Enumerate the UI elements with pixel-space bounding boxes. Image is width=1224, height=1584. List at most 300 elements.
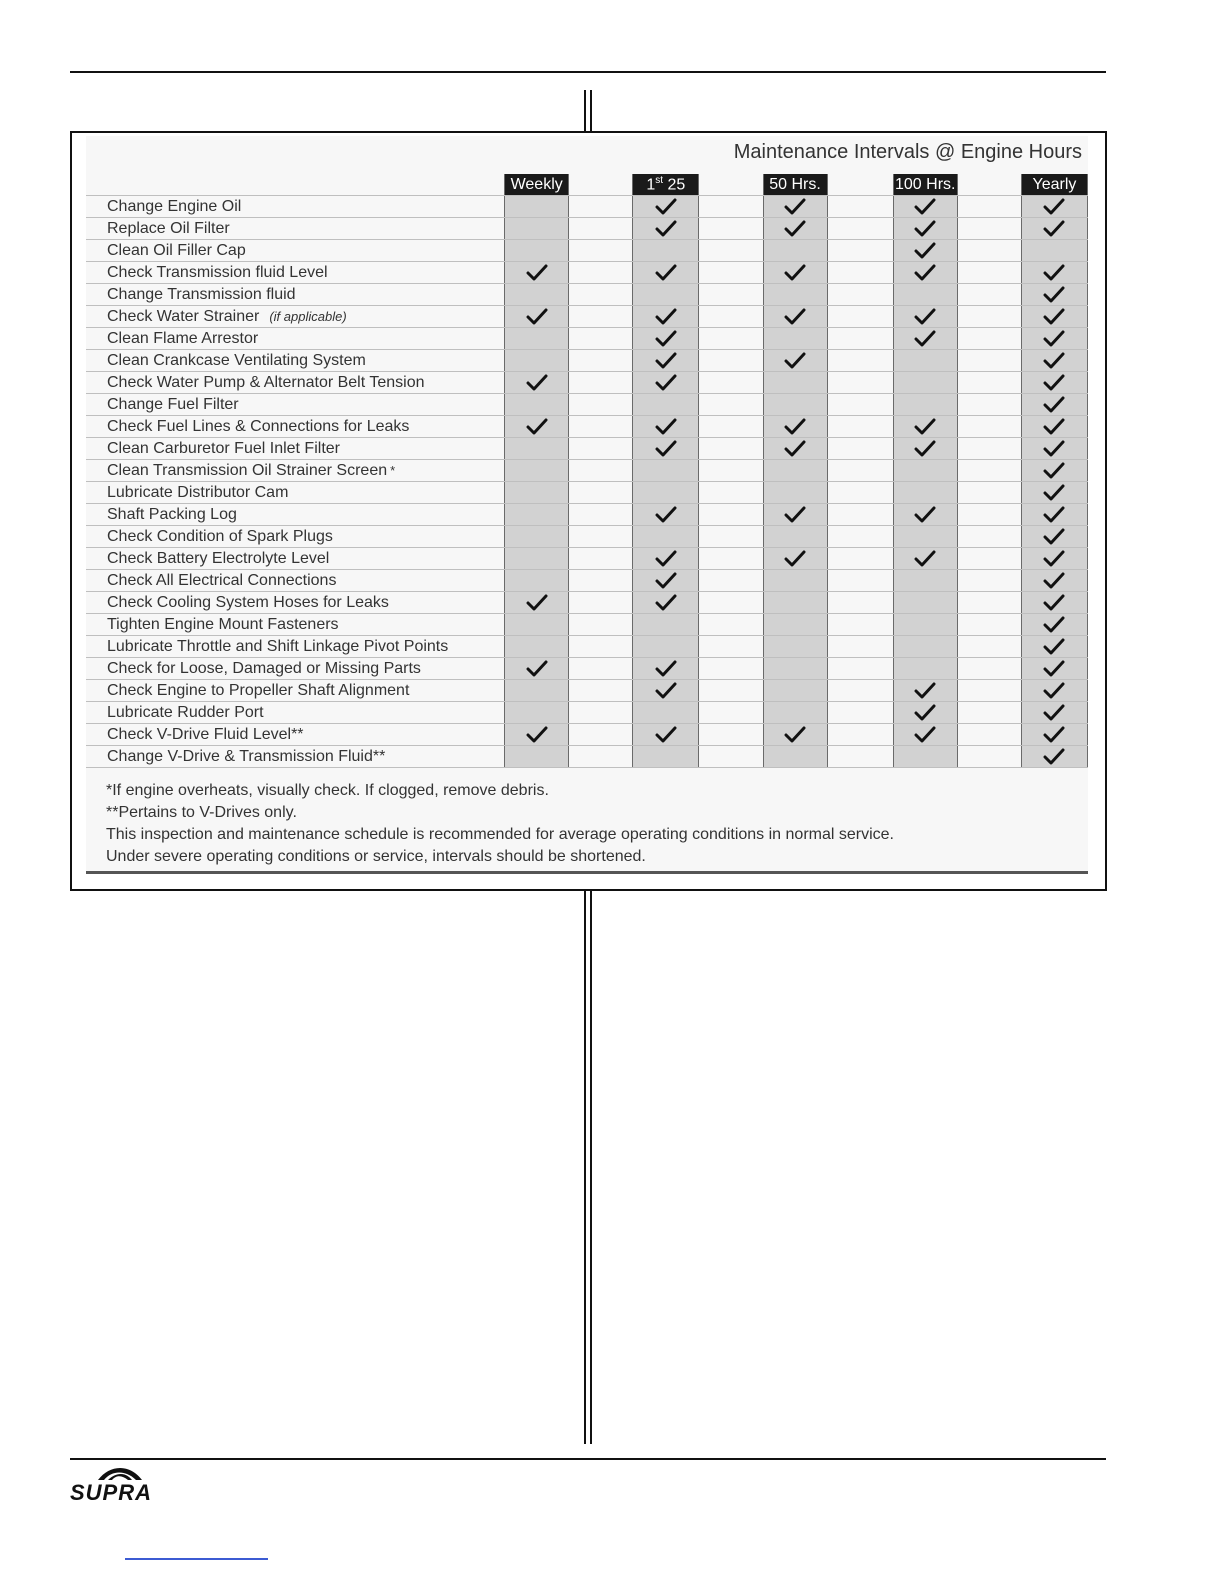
interval-cell-h50 xyxy=(763,592,827,614)
footnote: **Pertains to V-Drives only. xyxy=(106,804,297,821)
interval-cell-first25 xyxy=(633,614,699,636)
task-label: Replace Oil Filter xyxy=(86,218,505,240)
interval-cell-weekly xyxy=(505,196,569,218)
check-icon xyxy=(655,593,677,611)
table-row xyxy=(86,592,1088,614)
spacer-cell xyxy=(569,658,633,680)
table-row xyxy=(86,240,1088,262)
check-icon xyxy=(655,417,677,435)
interval-cell-yearly xyxy=(1021,284,1087,306)
interval-cell-first25 xyxy=(633,460,699,482)
table-row xyxy=(86,482,1088,504)
check-icon xyxy=(784,197,806,215)
task-label: Clean Oil Filler Cap xyxy=(86,240,505,262)
check-icon xyxy=(655,725,677,743)
interval-cell-weekly xyxy=(505,658,569,680)
spacer-cell xyxy=(827,350,893,372)
interval-cell-h100 xyxy=(893,504,957,526)
table-row xyxy=(86,196,1088,218)
table-row xyxy=(86,702,1088,724)
spacer-cell xyxy=(699,284,763,306)
spacer-cell xyxy=(569,240,633,262)
spacer-cell xyxy=(699,702,763,724)
interval-cell-first25 xyxy=(633,350,699,372)
check-icon xyxy=(784,725,806,743)
interval-cell-yearly xyxy=(1021,460,1087,482)
spacer-cell xyxy=(957,526,1021,548)
footnote: Under severe operating conditions or service, intervals should be shortened. xyxy=(106,848,646,865)
check-icon xyxy=(914,197,936,215)
check-icon xyxy=(655,681,677,699)
maintenance-schedule-sheet xyxy=(86,136,1088,874)
spacer-cell xyxy=(569,460,633,482)
spacer-cell xyxy=(957,306,1021,328)
interval-cell-h100 xyxy=(893,724,957,746)
interval-cell-h100 xyxy=(893,438,957,460)
spacer-cell xyxy=(957,614,1021,636)
spacer-cell xyxy=(957,570,1021,592)
table-row xyxy=(86,262,1088,284)
spacer-cell xyxy=(827,438,893,460)
interval-cell-weekly xyxy=(505,218,569,240)
interval-cell-h100 xyxy=(893,262,957,284)
spacer-cell xyxy=(569,504,633,526)
task-label: Clean Carburetor Fuel Inlet Filter xyxy=(86,438,505,460)
table-row xyxy=(86,504,1088,526)
interval-cell-h50 xyxy=(763,548,827,570)
spacer-cell xyxy=(699,394,763,416)
task-label: Check All Electrical Connections xyxy=(86,570,505,592)
interval-cell-yearly xyxy=(1021,328,1087,350)
interval-cell-weekly xyxy=(505,592,569,614)
spacer-cell xyxy=(827,504,893,526)
interval-cell-h50 xyxy=(763,284,827,306)
interval-cell-h50 xyxy=(763,306,827,328)
interval-cell-yearly xyxy=(1021,702,1087,724)
spacer-cell xyxy=(957,636,1021,658)
check-icon xyxy=(526,417,548,435)
check-icon xyxy=(655,351,677,369)
interval-cell-h50 xyxy=(763,438,827,460)
interval-cell-first25 xyxy=(633,526,699,548)
table-row xyxy=(86,306,1088,328)
interval-cell-weekly xyxy=(505,570,569,592)
interval-cell-h100 xyxy=(893,592,957,614)
table-title: Maintenance Intervals @ Engine Hours xyxy=(733,141,1082,163)
interval-cell-first25 xyxy=(633,504,699,526)
check-icon xyxy=(526,373,548,391)
spacer-cell xyxy=(827,592,893,614)
spacer-cell xyxy=(569,372,633,394)
interval-cell-h50 xyxy=(763,504,827,526)
interval-cell-first25 xyxy=(633,196,699,218)
interval-cell-first25 xyxy=(633,658,699,680)
interval-cell-h50 xyxy=(763,702,827,724)
interval-cell-h100 xyxy=(893,614,957,636)
interval-cell-yearly xyxy=(1021,526,1087,548)
check-icon xyxy=(1043,681,1065,699)
spacer-cell xyxy=(827,548,893,570)
interval-cell-weekly xyxy=(505,394,569,416)
table-header-row xyxy=(86,174,1088,196)
interval-cell-weekly xyxy=(505,328,569,350)
spacer-cell xyxy=(827,460,893,482)
interval-cell-weekly xyxy=(505,614,569,636)
spacer-cell xyxy=(827,240,893,262)
spacer-cell xyxy=(957,438,1021,460)
spacer-cell xyxy=(569,548,633,570)
interval-cell-yearly xyxy=(1021,482,1087,504)
check-icon xyxy=(1043,439,1065,457)
spacer-cell xyxy=(699,196,763,218)
spacer-cell xyxy=(827,526,893,548)
interval-cell-weekly xyxy=(505,438,569,460)
check-icon xyxy=(914,263,936,281)
check-icon xyxy=(784,263,806,281)
spacer-cell xyxy=(957,702,1021,724)
table-row xyxy=(86,746,1088,768)
interval-cell-h100 xyxy=(893,416,957,438)
interval-cell-h50 xyxy=(763,262,827,284)
interval-cell-first25 xyxy=(633,570,699,592)
interval-cell-h100 xyxy=(893,372,957,394)
check-icon xyxy=(784,351,806,369)
interval-cell-yearly xyxy=(1021,570,1087,592)
interval-cell-weekly xyxy=(505,702,569,724)
spacer-cell xyxy=(827,328,893,350)
interval-cell-weekly xyxy=(505,482,569,504)
table-row xyxy=(86,394,1088,416)
footnotes xyxy=(106,780,1078,868)
spacer-cell xyxy=(957,394,1021,416)
spacer-cell xyxy=(957,680,1021,702)
interval-cell-yearly xyxy=(1021,262,1087,284)
interval-cell-first25 xyxy=(633,284,699,306)
task-label: Lubricate Rudder Port xyxy=(86,702,505,724)
check-icon xyxy=(1043,307,1065,325)
check-icon xyxy=(1043,659,1065,677)
spacer-cell xyxy=(699,592,763,614)
task-label: Change Transmission fluid xyxy=(86,284,505,306)
spacer-cell xyxy=(957,218,1021,240)
spacer-cell xyxy=(699,570,763,592)
interval-cell-h50 xyxy=(763,658,827,680)
spacer-cell xyxy=(827,372,893,394)
task-label: Clean Crankcase Ventilating System xyxy=(86,350,505,372)
spacer-cell xyxy=(699,482,763,504)
interval-cell-first25 xyxy=(633,680,699,702)
task-label: Check Water Strainer (if applicable) xyxy=(86,306,505,328)
spacer-cell xyxy=(699,636,763,658)
check-icon xyxy=(526,593,548,611)
check-icon xyxy=(1043,593,1065,611)
interval-cell-h50 xyxy=(763,724,827,746)
interval-cell-first25 xyxy=(633,306,699,328)
interval-cell-weekly xyxy=(505,526,569,548)
spacer-cell xyxy=(569,196,633,218)
table-row xyxy=(86,328,1088,350)
footer-link-underline[interactable] xyxy=(125,1558,268,1560)
interval-cell-weekly xyxy=(505,746,569,768)
task-label: Check for Loose, Damaged or Missing Parts xyxy=(86,658,505,680)
column-header-first-25: 1st 25 xyxy=(633,174,699,196)
spacer-cell xyxy=(827,196,893,218)
spacer-cell xyxy=(827,724,893,746)
spacer-cell xyxy=(699,350,763,372)
spacer-cell xyxy=(569,218,633,240)
interval-cell-yearly xyxy=(1021,724,1087,746)
task-label: Change V-Drive & Transmission Fluid** xyxy=(86,746,505,768)
interval-cell-weekly xyxy=(505,240,569,262)
check-icon xyxy=(914,241,936,259)
spacer-cell xyxy=(957,504,1021,526)
spacer-cell xyxy=(569,570,633,592)
interval-cell-h100 xyxy=(893,702,957,724)
check-icon xyxy=(1043,747,1065,765)
spacer-cell xyxy=(957,372,1021,394)
interval-cell-first25 xyxy=(633,482,699,504)
spacer-cell xyxy=(699,218,763,240)
interval-cell-h100 xyxy=(893,636,957,658)
spacer-cell xyxy=(569,592,633,614)
interval-cell-yearly xyxy=(1021,438,1087,460)
spacer-cell xyxy=(827,218,893,240)
check-icon xyxy=(914,703,936,721)
task-label: Change Fuel Filter xyxy=(86,394,505,416)
check-icon xyxy=(1043,571,1065,589)
table-row xyxy=(86,350,1088,372)
footnote: This inspection and maintenance schedule is recommended for average operating conditions in normal service. xyxy=(106,826,894,843)
spacer-cell xyxy=(569,724,633,746)
check-icon xyxy=(655,505,677,523)
interval-cell-weekly xyxy=(505,724,569,746)
interval-cell-first25 xyxy=(633,746,699,768)
interval-cell-h100 xyxy=(893,548,957,570)
table-row xyxy=(86,218,1088,240)
interval-cell-weekly xyxy=(505,636,569,658)
spacer-cell xyxy=(957,746,1021,768)
spacer-cell xyxy=(827,614,893,636)
interval-cell-h50 xyxy=(763,526,827,548)
check-icon xyxy=(914,439,936,457)
interval-cell-weekly xyxy=(505,350,569,372)
interval-cell-yearly xyxy=(1021,240,1087,262)
spacer-cell xyxy=(827,636,893,658)
spacer-cell xyxy=(699,724,763,746)
check-icon xyxy=(1043,263,1065,281)
interval-cell-yearly xyxy=(1021,504,1087,526)
interval-cell-h50 xyxy=(763,482,827,504)
spacer-cell xyxy=(699,548,763,570)
check-icon xyxy=(526,659,548,677)
spacer-cell xyxy=(569,438,633,460)
spacer-cell xyxy=(957,350,1021,372)
spacer-cell xyxy=(827,702,893,724)
interval-cell-first25 xyxy=(633,240,699,262)
interval-cell-h50 xyxy=(763,394,827,416)
check-icon xyxy=(655,263,677,281)
check-icon xyxy=(655,219,677,237)
spacer-cell xyxy=(827,658,893,680)
interval-cell-first25 xyxy=(633,416,699,438)
check-icon xyxy=(914,307,936,325)
check-icon xyxy=(1043,637,1065,655)
task-label: Lubricate Throttle and Shift Linkage Pivot Points xyxy=(86,636,505,658)
interval-cell-h50 xyxy=(763,196,827,218)
interval-cell-yearly xyxy=(1021,636,1087,658)
interval-cell-h50 xyxy=(763,680,827,702)
check-icon xyxy=(1043,505,1065,523)
interval-cell-h100 xyxy=(893,328,957,350)
column-header-yearly: Yearly xyxy=(1021,174,1087,196)
spacer-cell xyxy=(699,526,763,548)
interval-cell-h100 xyxy=(893,284,957,306)
check-icon xyxy=(526,307,548,325)
check-icon xyxy=(655,659,677,677)
interval-cell-h100 xyxy=(893,658,957,680)
check-icon xyxy=(914,329,936,347)
task-label: Check V-Drive Fluid Level** xyxy=(86,724,505,746)
table-row xyxy=(86,416,1088,438)
spacer-cell xyxy=(699,746,763,768)
interval-cell-first25 xyxy=(633,592,699,614)
task-label: Check Condition of Spark Plugs xyxy=(86,526,505,548)
interval-cell-first25 xyxy=(633,262,699,284)
spacer-cell xyxy=(699,460,763,482)
check-icon xyxy=(1043,373,1065,391)
interval-cell-h100 xyxy=(893,482,957,504)
interval-cell-first25 xyxy=(633,218,699,240)
table-row xyxy=(86,460,1088,482)
footnote: *If engine overheats, visually check. If clogged, remove debris. xyxy=(106,782,549,799)
interval-cell-h100 xyxy=(893,196,957,218)
spacer-cell xyxy=(699,680,763,702)
check-icon xyxy=(1043,483,1065,501)
spacer-cell xyxy=(827,746,893,768)
spacer-cell xyxy=(957,284,1021,306)
interval-cell-h50 xyxy=(763,570,827,592)
check-icon xyxy=(914,219,936,237)
interval-cell-weekly xyxy=(505,504,569,526)
spacer-cell xyxy=(699,328,763,350)
task-label: Check Transmission fluid Level xyxy=(86,262,505,284)
check-icon xyxy=(784,549,806,567)
check-icon xyxy=(1043,703,1065,721)
interval-cell-h50 xyxy=(763,218,827,240)
table-row xyxy=(86,438,1088,460)
interval-cell-h100 xyxy=(893,306,957,328)
table-row xyxy=(86,548,1088,570)
spacer-cell xyxy=(827,306,893,328)
spacer-cell xyxy=(569,394,633,416)
interval-cell-h50 xyxy=(763,416,827,438)
spacer-cell xyxy=(957,482,1021,504)
spacer-cell xyxy=(957,262,1021,284)
spacer-cell xyxy=(569,680,633,702)
check-icon xyxy=(914,725,936,743)
spacer-cell xyxy=(569,526,633,548)
spacer-cell xyxy=(569,306,633,328)
spacer-cell xyxy=(957,460,1021,482)
table-row xyxy=(86,724,1088,746)
task-label: Tighten Engine Mount Fasteners xyxy=(86,614,505,636)
interval-cell-h100 xyxy=(893,350,957,372)
interval-cell-h100 xyxy=(893,746,957,768)
table-row xyxy=(86,680,1088,702)
interval-cell-first25 xyxy=(633,328,699,350)
check-icon xyxy=(1043,615,1065,633)
spacer-cell xyxy=(827,680,893,702)
interval-cell-first25 xyxy=(633,548,699,570)
interval-cell-h100 xyxy=(893,526,957,548)
spacer-cell xyxy=(569,416,633,438)
interval-cell-weekly xyxy=(505,306,569,328)
check-icon xyxy=(1043,329,1065,347)
check-icon xyxy=(655,197,677,215)
interval-cell-h50 xyxy=(763,240,827,262)
interval-cell-yearly xyxy=(1021,614,1087,636)
interval-cell-h50 xyxy=(763,636,827,658)
check-icon xyxy=(655,373,677,391)
task-label: Lubricate Distributor Cam xyxy=(86,482,505,504)
spacer-cell xyxy=(827,262,893,284)
table-row xyxy=(86,526,1088,548)
check-icon xyxy=(784,307,806,325)
interval-cell-h100 xyxy=(893,394,957,416)
spacer-cell xyxy=(957,658,1021,680)
interval-cell-h50 xyxy=(763,746,827,768)
spacer-cell xyxy=(957,416,1021,438)
spacer-cell xyxy=(699,658,763,680)
interval-cell-yearly xyxy=(1021,416,1087,438)
table-row xyxy=(86,372,1088,394)
task-label: Change Engine Oil xyxy=(86,196,505,218)
table-row xyxy=(86,570,1088,592)
check-icon xyxy=(1043,527,1065,545)
interval-cell-weekly xyxy=(505,460,569,482)
check-icon xyxy=(1043,285,1065,303)
spacer-cell xyxy=(569,614,633,636)
check-icon xyxy=(655,307,677,325)
check-icon xyxy=(1043,197,1065,215)
spacer-cell xyxy=(957,328,1021,350)
header-rule xyxy=(70,71,1106,73)
task-note: (if applicable) xyxy=(269,308,347,324)
check-icon xyxy=(1043,725,1065,743)
task-label: Shaft Packing Log xyxy=(86,504,505,526)
task-label: Clean Flame Arrestor xyxy=(86,328,505,350)
spacer-cell xyxy=(699,262,763,284)
supra-logo-text: SUPRA xyxy=(70,1480,153,1505)
interval-cell-yearly xyxy=(1021,306,1087,328)
check-icon xyxy=(914,549,936,567)
table-row xyxy=(86,284,1088,306)
interval-cell-h50 xyxy=(763,328,827,350)
spacer-cell xyxy=(827,416,893,438)
interval-cell-h100 xyxy=(893,570,957,592)
spacer-cell xyxy=(569,702,633,724)
task-label: Check Cooling System Hoses for Leaks xyxy=(86,592,505,614)
column-header-weekly: Weekly xyxy=(505,174,569,196)
footer-rule xyxy=(70,1458,1106,1460)
interval-cell-weekly xyxy=(505,262,569,284)
interval-cell-yearly xyxy=(1021,372,1087,394)
interval-cell-first25 xyxy=(633,702,699,724)
interval-cell-yearly xyxy=(1021,218,1087,240)
interval-cell-yearly xyxy=(1021,548,1087,570)
interval-cell-yearly xyxy=(1021,746,1087,768)
spacer-cell xyxy=(569,636,633,658)
